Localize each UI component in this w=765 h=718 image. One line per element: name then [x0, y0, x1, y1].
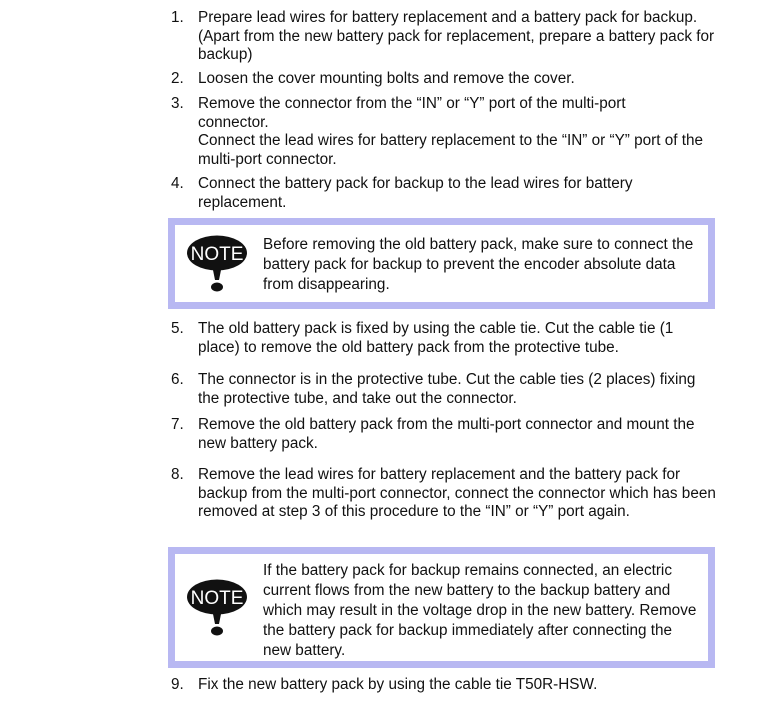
note-box [168, 218, 715, 309]
step-text: Remove the connector from the “IN” or “Y” port of the multi-port connector. [198, 95, 626, 131]
step-number: 1. [171, 9, 184, 26]
step-text: Loosen the cover mounting bolts and remove the cover. [198, 70, 575, 87]
step-number: 2. [171, 70, 184, 87]
step-3 [171, 95, 723, 169]
step-number: 3. [171, 95, 184, 112]
step-9 [171, 676, 731, 695]
step-number: 7. [171, 416, 184, 433]
note-exclamation-icon [186, 235, 248, 295]
step-number: 5. [171, 320, 184, 337]
step-4 [171, 175, 691, 212]
note-box [168, 547, 715, 668]
step-number: 8. [171, 466, 184, 483]
note-text: If the battery pack for backup remains connected, an electric current flows from the new battery to the backup battery and which may result in the voltage drop in the new battery. Remove the battery pack for backup immediately after connecting the new battery. [263, 562, 697, 659]
step-1 [171, 9, 716, 65]
step-text: Prepare lead wires for battery replacement and a battery pack for backup. (Apart from the new battery pack for replacement, prepare a battery pack for backup) [198, 9, 715, 63]
step-number: 4. [171, 175, 184, 192]
step-6 [171, 371, 711, 408]
step-text: The connector is in the protective tube. Cut the cable ties (2 places) fixing the protective tube, and take out the connector. [198, 371, 696, 407]
step-number: 6. [171, 371, 184, 388]
step-8 [171, 466, 721, 522]
note-label: NOTE [190, 244, 244, 265]
note-label: NOTE [190, 588, 244, 609]
step-text: Connect the lead wires for battery replacement to the “IN” or “Y” port of the multi-port connector. [198, 132, 704, 168]
note-text: Before removing the old battery pack, make sure to connect the battery pack for backup to prevent the encoder absolute data from disappearing. [263, 236, 694, 293]
step-7 [171, 416, 721, 453]
step-number: 9. [171, 676, 184, 693]
step-text: Fix the new battery pack by using the cable tie T50R-HSW. [198, 676, 598, 693]
step-text: The old battery pack is fixed by using the cable tie. Cut the cable tie (1 place) to remove the old battery pack from the protective tube. [198, 320, 674, 356]
note-exclamation-icon [186, 579, 248, 639]
step-text: Connect the battery pack for backup to the lead wires for battery replacement. [198, 175, 633, 211]
step-5 [171, 320, 711, 357]
step-text: Remove the lead wires for battery replacement and the battery pack for backup from the multi-port connector, connect the connector which has been removed at step 3 of this procedure to the “IN” or “Y” port again. [198, 466, 716, 520]
step-2 [171, 70, 731, 89]
step-text: Remove the old battery pack from the multi-port connector and mount the new battery pack. [198, 416, 695, 452]
